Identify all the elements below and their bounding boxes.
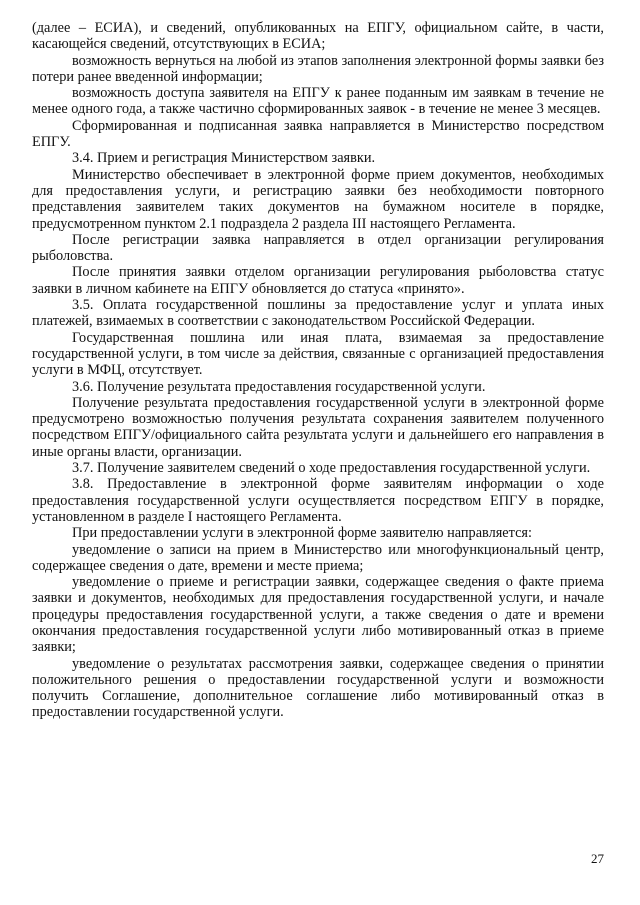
section-heading-3-8: 3.8. Предоставление в электронной форме заявителям информации о ходе предоставления государственной услуги осуществляется посредством ЕПГУ в порядке, установленном в разделе I настоящего Регламента. — [32, 476, 604, 525]
paragraph-fee-absent: Государственная пошлина или иная плата, взимаемая за предоставление государственной услуги, в том числе за действия, связанные с организацией предоставления услуги в МФЦ, отсутствует. — [32, 329, 604, 379]
section-heading-3-7: 3.7. Получение заявителем сведений о ходе предоставления государственной услуги. — [72, 460, 591, 477]
paragraph-access-to-applications: возможность доступа заявителя на ЕПГУ к ранее поданным им заявкам в течение не менее одного года, а также частично сформированных заявок - в течение не менее 3 месяцев. — [32, 85, 604, 118]
section-heading-3-5: 3.5. Оплата государственной пошлины за предоставление услуг и уплата иных платежей, взимаемых в соответствии с законодательством Российской Федерации. — [32, 297, 604, 330]
list-item-appointment-notice: уведомление о записи на прием в Министерство или многофункциональный центр, содержащее сведения о дате, времени и месте приема; — [32, 541, 604, 574]
paragraph-receiving-result: Получение результата предоставления государственной услуги в электронной форме предусмотрено возможностью получения результата сохранения заявителем полученного посредством ЕПГУ/официального сайта результата услуги и дальнейшего его направления в иные органы власти, организации. — [32, 394, 604, 460]
list-item-registration-notice: уведомление о приеме и регистрации заявки, содержащее сведения о факте приема заявки и документов, необходимых для предоставления государственной услуги, и начале процедуры предоставления государственной услуги, а также сведения о дате и времени окончания предоставления государственной услуги либо мотивированный отказ в приеме заявки; — [32, 574, 604, 656]
list-item-result-notice: уведомление о результатах рассмотрения заявки, содержащее сведения о принятии положительного решения о предоставлении государственной услуги и возможности получить Соглашение, дополнительное соглашение либо мотивированный отказ в предоставлении государственной услуги. — [32, 655, 604, 721]
section-heading-3-4: 3.4. Прием и регистрация Министерством заявки. — [72, 150, 376, 167]
page-number: 27 — [591, 851, 604, 866]
paragraph-ministry-reception: Министерство обеспечивает в электронной форме прием документов, необходимых для предоставления услуги, и регистрацию заявки без необходимости повторного представления заявителем таких документов на бумажном носителе в порядке, предусмотренном пунктом 2.1 подраздела 2 раздела III настоящего Регламента. — [32, 166, 604, 232]
paragraph-after-registration: После регистрации заявка направляется в отдел организации регулирования рыболовства. — [32, 231, 604, 265]
paragraph-application-sent: Сформированная и подписанная заявка направляется в Министерство посредством ЕПГУ. — [32, 117, 604, 151]
paragraph-status-accepted: После принятия заявки отделом организации регулирования рыболовства статус заявки в личном кабинете на ЕПГУ обновляется до статуса «принято». — [32, 264, 604, 297]
paragraph-esia-continuation: (далее – ЕСИА), и сведений, опубликованных на ЕПГУ, официальном сайте, в части, касающейся сведений, отсутствующих в ЕСИА; — [32, 20, 604, 53]
paragraph-return-to-step: возможность вернуться на любой из этапов заполнения электронной формы заявки без потери ранее введенной информации; — [32, 52, 604, 85]
document-body — [32, 20, 604, 721]
section-heading-3-6: 3.6. Получение результата предоставления государственной услуги. — [72, 378, 486, 395]
paragraph-notifications-intro: При предоставлении услуги в электронной форме заявителю направляется: — [72, 525, 532, 542]
